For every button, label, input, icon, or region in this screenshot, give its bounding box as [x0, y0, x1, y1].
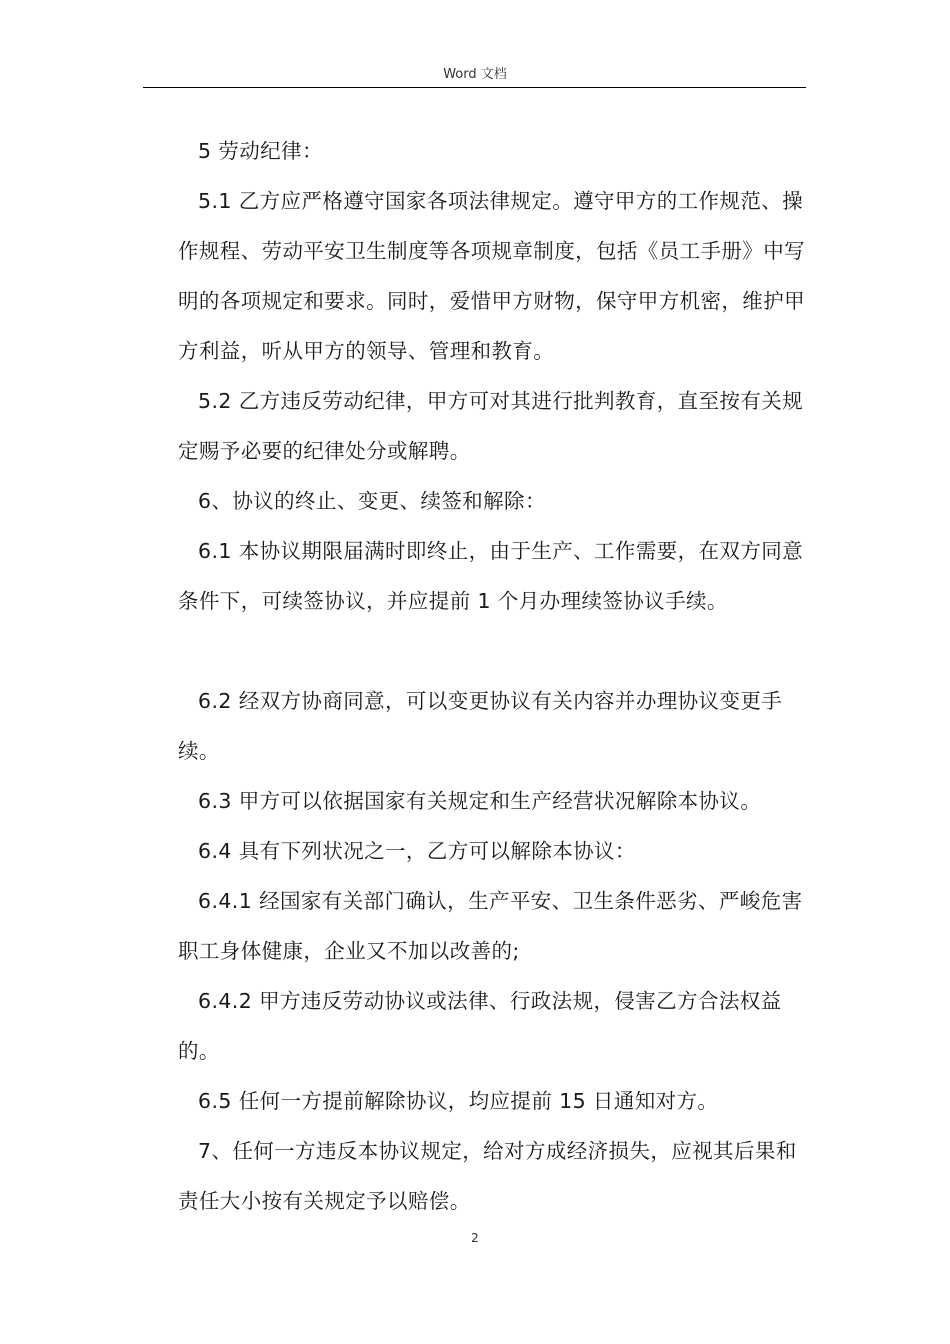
- paragraph-6-4-2: 6.4.2 甲方违反劳动协议或法律、行政法规，侵害乙方合法权益的。: [178, 989, 782, 1063]
- header-divider: [143, 87, 806, 88]
- paragraph-5-1: 5.1 乙方应严格遵守国家各项法律规定。遵守甲方的工作规范、操作规程、劳动平安卫生制度等各项规章制度，包括《员工手册》中写明的各项规定和要求。同时，爱惜甲方财物，保守甲方机密，维护甲方利益，听从甲方的领导、管理和教育。: [178, 189, 805, 363]
- blank-line: [178, 626, 808, 676]
- paragraph-7: 7、任何一方违反本协议规定，给对方成经济损失，应视其后果和责任大小按有关规定予以赔偿。: [178, 1139, 797, 1213]
- paragraph-6: 6、协议的终止、变更、续签和解除：: [198, 489, 546, 513]
- paragraph-6-3: 6.3 甲方可以依据国家有关规定和生产经营状况解除本协议。: [198, 789, 762, 813]
- paragraph-6-5: 6.5 任何一方提前解除协议，均应提前 15 日通知对方。: [198, 1089, 719, 1113]
- paragraph-6-2: 6.2 经双方协商同意，可以变更协议有关内容并办理协议变更手续。: [178, 689, 783, 763]
- paragraph-5: 5 劳动纪律：: [198, 139, 323, 163]
- paragraph-6-4-1: 6.4.1 经国家有关部门确认，生产平安、卫生条件恶劣、严峻危害职工身体健康，企业又不加以改善的;: [178, 889, 803, 963]
- page-number: 2: [471, 1231, 479, 1245]
- page-header: Word 文档: [443, 67, 507, 82]
- document-body: [178, 126, 808, 1226]
- paragraph-6-4: 6.4 具有下列状况之一，乙方可以解除本协议：: [198, 839, 636, 863]
- paragraph-5-2: 5.2 乙方违反劳动纪律，甲方可对其进行批判教育，直至按有关规定赐予必要的纪律处分或解聘。: [178, 389, 804, 463]
- paragraph-6-1: 6.1 本协议期限届满时即终止，由于生产、工作需要，在双方同意条件下，可续签协议，并应提前 1 个月办理续签协议手续。: [178, 539, 804, 613]
